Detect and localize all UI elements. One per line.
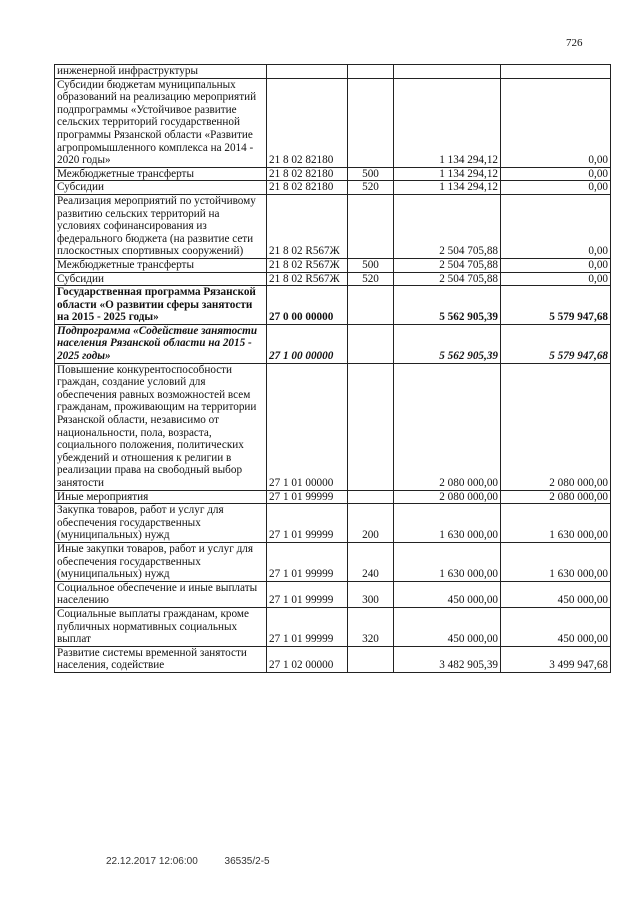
row-expense-type-cell: 520 bbox=[348, 272, 394, 286]
page-number: 726 bbox=[566, 37, 583, 49]
row-code-cell: 27 0 00 00000 bbox=[267, 286, 348, 325]
row-sum-2018-cell: 5 562 905,39 bbox=[394, 286, 501, 325]
row-sum-2019-cell: 0,00 bbox=[501, 167, 611, 181]
row-sum-2019-cell: 450 000,00 bbox=[501, 581, 611, 607]
row-name-cell: Закупка товаров, работ и услуг для обеспечения государственных (муниципальных) нужд bbox=[55, 504, 267, 543]
table-row bbox=[55, 490, 611, 504]
row-sum-2019-cell: 5 579 947,68 bbox=[501, 286, 611, 325]
row-expense-type-cell bbox=[348, 286, 394, 325]
row-code-cell: 27 1 01 99999 bbox=[267, 504, 348, 543]
row-sum-2019-cell: 1 630 000,00 bbox=[501, 542, 611, 581]
row-code-cell: 21 8 02 R567Ж bbox=[267, 258, 348, 272]
row-sum-2019-cell bbox=[501, 65, 611, 79]
row-name-cell: Межбюджетные трансферты bbox=[55, 258, 267, 272]
row-name-cell: Государственная программа Рязанской области «О развитии сферы занятости на 2015 - 2025 годы» bbox=[55, 286, 267, 325]
row-expense-type-cell bbox=[348, 78, 394, 167]
row-code-cell: 27 1 01 99999 bbox=[267, 581, 348, 607]
row-name-cell: инженерной инфраструктуры bbox=[55, 65, 267, 79]
row-sum-2018-cell: 1 134 294,12 bbox=[394, 78, 501, 167]
row-sum-2018-cell: 2 504 705,88 bbox=[394, 272, 501, 286]
table-row bbox=[55, 363, 611, 490]
row-sum-2019-cell: 0,00 bbox=[501, 258, 611, 272]
row-sum-2019-cell: 5 579 947,68 bbox=[501, 324, 611, 363]
row-code-cell: 21 8 02 R567Ж bbox=[267, 272, 348, 286]
row-sum-2018-cell: 2 080 000,00 bbox=[394, 490, 501, 504]
footer-doc-id: 36535/2-5 bbox=[224, 856, 270, 867]
row-sum-2019-cell: 0,00 bbox=[501, 181, 611, 195]
row-expense-type-cell bbox=[348, 65, 394, 79]
row-code-cell: 21 8 02 82180 bbox=[267, 181, 348, 195]
row-expense-type-cell: 240 bbox=[348, 542, 394, 581]
row-name-cell: Развитие системы временной занятости населения, содействие bbox=[55, 646, 267, 672]
row-expense-type-cell bbox=[348, 490, 394, 504]
row-code-cell: 27 1 00 00000 bbox=[267, 324, 348, 363]
row-sum-2018-cell bbox=[394, 65, 501, 79]
table-row bbox=[55, 504, 611, 543]
row-sum-2018-cell: 1 134 294,12 bbox=[394, 181, 501, 195]
table-row bbox=[55, 65, 611, 79]
row-sum-2019-cell: 2 080 000,00 bbox=[501, 363, 611, 490]
row-expense-type-cell: 200 bbox=[348, 504, 394, 543]
row-code-cell: 27 1 01 99999 bbox=[267, 490, 348, 504]
row-sum-2018-cell: 3 482 905,39 bbox=[394, 646, 501, 672]
row-expense-type-cell: 520 bbox=[348, 181, 394, 195]
table-row bbox=[55, 646, 611, 672]
row-code-cell: 27 1 01 99999 bbox=[267, 542, 348, 581]
row-code-cell: 21 8 02 82180 bbox=[267, 167, 348, 181]
row-expense-type-cell: 300 bbox=[348, 581, 394, 607]
row-sum-2018-cell: 1 630 000,00 bbox=[394, 504, 501, 543]
row-name-cell: Реализация мероприятий по устойчивому развитию сельских территорий на условиях софинансирования из федерального бюджета (на развитие сети плоскостных спортивных сооружений) bbox=[55, 194, 267, 258]
row-name-cell: Субсидии bbox=[55, 272, 267, 286]
row-expense-type-cell: 500 bbox=[348, 258, 394, 272]
row-name-cell: Иные закупки товаров, работ и услуг для обеспечения государственных (муниципальных) нужд bbox=[55, 542, 267, 581]
row-code-cell: 21 8 02 82180 bbox=[267, 78, 348, 167]
row-name-cell: Субсидии bbox=[55, 181, 267, 195]
footer bbox=[106, 856, 294, 867]
row-sum-2019-cell: 3 499 947,68 bbox=[501, 646, 611, 672]
budget-table bbox=[54, 64, 611, 673]
table-row bbox=[55, 324, 611, 363]
row-name-cell: Социальное обеспечение и иные выплаты населению bbox=[55, 581, 267, 607]
table-row bbox=[55, 167, 611, 181]
row-name-cell: Подпрограмма «Содействие занятости населения Рязанской области на 2015 - 2025 годы» bbox=[55, 324, 267, 363]
table-row bbox=[55, 194, 611, 258]
row-code-cell: 27 1 01 99999 bbox=[267, 607, 348, 646]
row-expense-type-cell bbox=[348, 324, 394, 363]
table-row bbox=[55, 258, 611, 272]
row-sum-2019-cell: 1 630 000,00 bbox=[501, 504, 611, 543]
row-expense-type-cell: 320 bbox=[348, 607, 394, 646]
row-sum-2019-cell: 0,00 bbox=[501, 78, 611, 167]
footer-timestamp: 22.12.2017 12:06:00 bbox=[106, 856, 198, 867]
row-sum-2019-cell: 450 000,00 bbox=[501, 607, 611, 646]
table-row bbox=[55, 181, 611, 195]
row-expense-type-cell bbox=[348, 646, 394, 672]
row-sum-2018-cell: 1 134 294,12 bbox=[394, 167, 501, 181]
row-expense-type-cell bbox=[348, 194, 394, 258]
table-row bbox=[55, 607, 611, 646]
row-sum-2018-cell: 2 504 705,88 bbox=[394, 194, 501, 258]
row-code-cell: 21 8 02 R567Ж bbox=[267, 194, 348, 258]
table-row bbox=[55, 272, 611, 286]
row-name-cell: Иные мероприятия bbox=[55, 490, 267, 504]
row-expense-type-cell bbox=[348, 363, 394, 490]
row-expense-type-cell: 500 bbox=[348, 167, 394, 181]
row-sum-2019-cell: 2 080 000,00 bbox=[501, 490, 611, 504]
row-sum-2018-cell: 1 630 000,00 bbox=[394, 542, 501, 581]
row-name-cell: Субсидии бюджетам муниципальных образований на реализацию мероприятий подпрограммы «Устойчивое развитие сельских территорий государственной программы Рязанской области «Развитие агропромышленного комплекса на 2014 - 2020 годы» bbox=[55, 78, 267, 167]
table-row bbox=[55, 542, 611, 581]
table-row bbox=[55, 78, 611, 167]
row-sum-2018-cell: 450 000,00 bbox=[394, 607, 501, 646]
row-sum-2019-cell: 0,00 bbox=[501, 272, 611, 286]
row-code-cell: 27 1 02 00000 bbox=[267, 646, 348, 672]
row-code-cell: 27 1 01 00000 bbox=[267, 363, 348, 490]
row-code-cell bbox=[267, 65, 348, 79]
row-sum-2018-cell: 2 504 705,88 bbox=[394, 258, 501, 272]
row-name-cell: Межбюджетные трансферты bbox=[55, 167, 267, 181]
row-name-cell: Социальные выплаты гражданам, кроме публичных нормативных социальных выплат bbox=[55, 607, 267, 646]
budget-table-body bbox=[55, 65, 611, 673]
table-row bbox=[55, 286, 611, 325]
row-sum-2019-cell: 0,00 bbox=[501, 194, 611, 258]
table-row bbox=[55, 581, 611, 607]
row-sum-2018-cell: 5 562 905,39 bbox=[394, 324, 501, 363]
row-name-cell: Повышение конкурентоспособности граждан, создание условий для обеспечения равных возможностей всем гражданам, проживающим на территории Рязанской области, независимо от национальности, пола, возраста, социального положения, политических убеждений и отношения к религии в реализации права на свободный выбор занятости bbox=[55, 363, 267, 490]
row-sum-2018-cell: 2 080 000,00 bbox=[394, 363, 501, 490]
row-sum-2018-cell: 450 000,00 bbox=[394, 581, 501, 607]
